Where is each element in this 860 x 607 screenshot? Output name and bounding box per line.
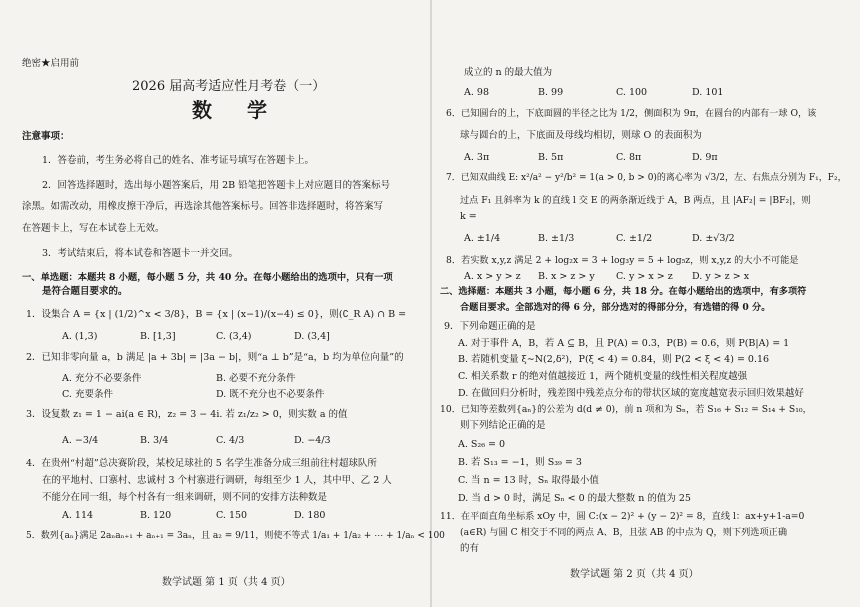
question-7c: k = xyxy=(460,211,477,222)
question-2: 2．已知非零向量 a，b 满足 |a + 3b| = |3a − b|，则“a ⊥ b”是“a，b 均为单位向量”的 xyxy=(26,352,404,363)
question-4b: 在的平地村、口寨村、忠诚村 3 个村寨进行调研，每组至少 1 人，其中甲、乙 2 人 xyxy=(42,475,392,486)
q4-option-b: B. 120 xyxy=(140,510,172,521)
page-2-footer: 数学试题 第 2 页（共 4 页） xyxy=(570,569,699,580)
q7-option-a: A. ±1/4 xyxy=(464,233,501,244)
q10-option-d: D. 当 d > 0 时，满足 Sₙ < 0 的最大整数 n 的值为 25 xyxy=(458,493,691,504)
question-10b: 则下列结论正确的是 xyxy=(460,420,546,431)
secret-label: 绝密★启用前 xyxy=(22,58,80,69)
q3-option-a: A. −3/4 xyxy=(62,435,99,446)
q5-option-b: B. 99 xyxy=(538,87,564,98)
notice-2c: 在答题卡上，写在本试卷上无效。 xyxy=(22,223,165,234)
notice-1: 1．答卷前，考生务必将自己的姓名、准考证号填写在答题卡上。 xyxy=(42,155,315,166)
q5-option-c: C. 100 xyxy=(616,87,648,98)
notice-2a: 2．回答选择题时，选出每小题答案后，用 2B 铅笔把答题卡上对应题目的答案标号 xyxy=(42,180,391,191)
question-6b: 球与圆台的上，下底面及母线均相切，则球 O 的表面积为 xyxy=(460,130,702,141)
q7-option-d: D. ±√3/2 xyxy=(692,233,735,244)
q6-option-c: C. 8π xyxy=(616,152,642,163)
q9-option-a: A. 对于事件 A，B，若 A ⊆ B，且 P(A) = 0.3，P(B) = 0.6，则 P(B|A) = 1 xyxy=(458,338,790,349)
question-5-tail: 成立的 n 的最大值为 xyxy=(464,67,553,78)
exam-title: 2026 届高考适应性月考卷（一） xyxy=(132,79,326,94)
section-2-heading: 二、选择题：本题共 3 小题，每小题 6 分，共 18 分。在每小题给出的选项中，有多项符 xyxy=(440,286,807,297)
question-11c: 的有 xyxy=(460,543,480,554)
q1-option-d: D. (3,4] xyxy=(294,331,330,342)
q5-option-d: D. 101 xyxy=(692,87,724,98)
q7-option-c: C. ±1/2 xyxy=(616,233,653,244)
q8-option-d: D. y > z > x xyxy=(692,271,750,282)
q8-option-b: B. x > z > y xyxy=(538,271,595,282)
q6-option-a: A. 3π xyxy=(464,152,490,163)
notice-heading: 注意事项： xyxy=(22,131,70,142)
question-10a: 10．已知等差数列{aₙ}的公差为 d(d ≠ 0)，前 n 项和为 Sₙ，若 S₁₆ + S₁₂ = S₁₄ + S₁₀， xyxy=(440,404,812,415)
notice-2b: 涂黑。如需改动，用橡皮擦干净后，再选涂其他答案标号。回答非选择题时，将答案写 xyxy=(22,201,384,212)
q3-option-d: D. −4/3 xyxy=(294,435,331,446)
q9-option-d: D. 在做回归分析时，残差图中残差点分布的带状区域的宽度越宽表示回归效果越好 xyxy=(458,388,804,399)
notice-3: 3．考试结束后，将本试卷和答题卡一并交回。 xyxy=(42,248,239,259)
question-6a: 6．已知圆台的上，下底面圆的半径之比为 1/2，侧面积为 9π，在圆台的内部有一球 O，该 xyxy=(446,108,817,119)
question-4a: 4．在贵州“村超”总决赛阶段，某校足球社的 5 名学生准备分成三组前往村超球队所 xyxy=(26,458,377,469)
question-7b: 过点 F₁ 且斜率为 k 的直线 l 交 E 的两条渐近线于 A，B 两点，且 |AF₂| = |BF₂|，则 xyxy=(460,195,811,206)
q4-option-c: C. 150 xyxy=(216,510,248,521)
page-1-footer: 数学试题 第 1 页（共 4 页） xyxy=(162,577,291,588)
q2-option-d: D. 既不充分也不必要条件 xyxy=(216,389,325,400)
page-2 xyxy=(440,0,847,607)
question-4c: 不能分在同一组，每个村各有一组来调研，则不同的安排方法种数是 xyxy=(42,492,328,503)
q9-option-c: C. 相关系数 r 的绝对值越接近 1，两个随机变量的线性相关程度越强 xyxy=(458,371,748,382)
question-7a: 7．已知双曲线 E: x²/a² − y²/b² = 1(a > 0, b > 0)的离心率为 √3/2，左、右焦点分别为 F₁，F₂， xyxy=(446,173,847,183)
q8-option-a: A. x > y > z xyxy=(464,271,521,282)
q2-option-c: C. 充要条件 xyxy=(62,389,113,400)
q1-option-a: A. (1,3) xyxy=(62,331,98,342)
section-1-heading: 一、单选题：本题共 8 小题，每小题 5 分，共 40 分。在每小题给出的选项中，只有一项 xyxy=(22,272,393,283)
section-2-heading-cont: 合题目要求。全部选对的得 6 分，部分选对的得部分分，有选错的得 0 分。 xyxy=(460,302,771,313)
question-5: 5．数列{aₙ}满足 2aₙaₙ₊₁ + aₙ₊₁ = 3aₙ，且 a₂ = 9/11，则使不等式 1/a₁ + 1/a₂ + ⋯ + 1/aₙ < 100 xyxy=(26,531,445,541)
question-3: 3．设复数 z₁ = 1 − ai(a ∈ R)，z₂ = 3 − 4i. 若 z₁/z₂ > 0，则实数 a 的值 xyxy=(26,409,348,420)
q4-option-a: A. 114 xyxy=(62,510,94,521)
q3-option-c: C. 4/3 xyxy=(216,435,245,446)
q10-option-a: A. S₂₆ = 0 xyxy=(458,439,506,450)
page-fold xyxy=(430,0,432,607)
subject-title: 数 学 xyxy=(192,98,281,122)
question-1: 1．设集合 A = {x | (1/2)^x < 3/8}，B = {x | (x−1)/(x−4) ≤ 0}，则(∁_R A) ∩ B = xyxy=(26,309,407,320)
q6-option-b: B. 5π xyxy=(538,152,564,163)
q4-option-d: D. 180 xyxy=(294,510,326,521)
question-9: 9．下列命题正确的是 xyxy=(444,321,536,332)
q2-option-a: A. 充分不必要条件 xyxy=(62,373,142,384)
section-1-heading-cont: 是符合题目要求的。 xyxy=(42,286,128,297)
q3-option-b: B. 3/4 xyxy=(140,435,169,446)
q10-option-c: C. 当 n = 13 时，Sₙ 取得最小值 xyxy=(458,475,599,486)
q1-option-c: C. (3,4) xyxy=(216,331,252,342)
question-11b: (a∈R) 与圆 C 相交于不同的两点 A、B，且弦 AB 的中点为 Q，则下列选项正确 xyxy=(460,527,788,538)
q1-option-b: B. [1,3] xyxy=(140,331,176,342)
question-11a: 11．在平面直角坐标系 xOy 中，圆 C:(x − 2)² + (y − 2)² = 8，直线 l：ax+y+1-a=0 xyxy=(440,511,805,522)
q2-option-b: B. 必要不充分条件 xyxy=(216,373,296,384)
q9-option-b: B. 若随机变量 ξ∼N(2,δ²)，P(ξ < 4) = 0.84，则 P(2 < ξ < 4) = 0.16 xyxy=(458,354,770,365)
q5-option-a: A. 98 xyxy=(464,87,489,98)
q6-option-d: D. 9π xyxy=(692,152,718,163)
q10-option-b: B. 若 S₁₃ = −1，则 S₃₉ = 3 xyxy=(458,457,582,468)
question-8: 8．若实数 x,y,z 满足 2 + log₂x = 3 + log₃y = 5 + log₅z，则 x,y,z 的大小不可能是 xyxy=(446,255,799,266)
q8-option-c: C. y > x > z xyxy=(616,271,673,282)
q7-option-b: B. ±1/3 xyxy=(538,233,575,244)
page-1 xyxy=(22,0,445,607)
